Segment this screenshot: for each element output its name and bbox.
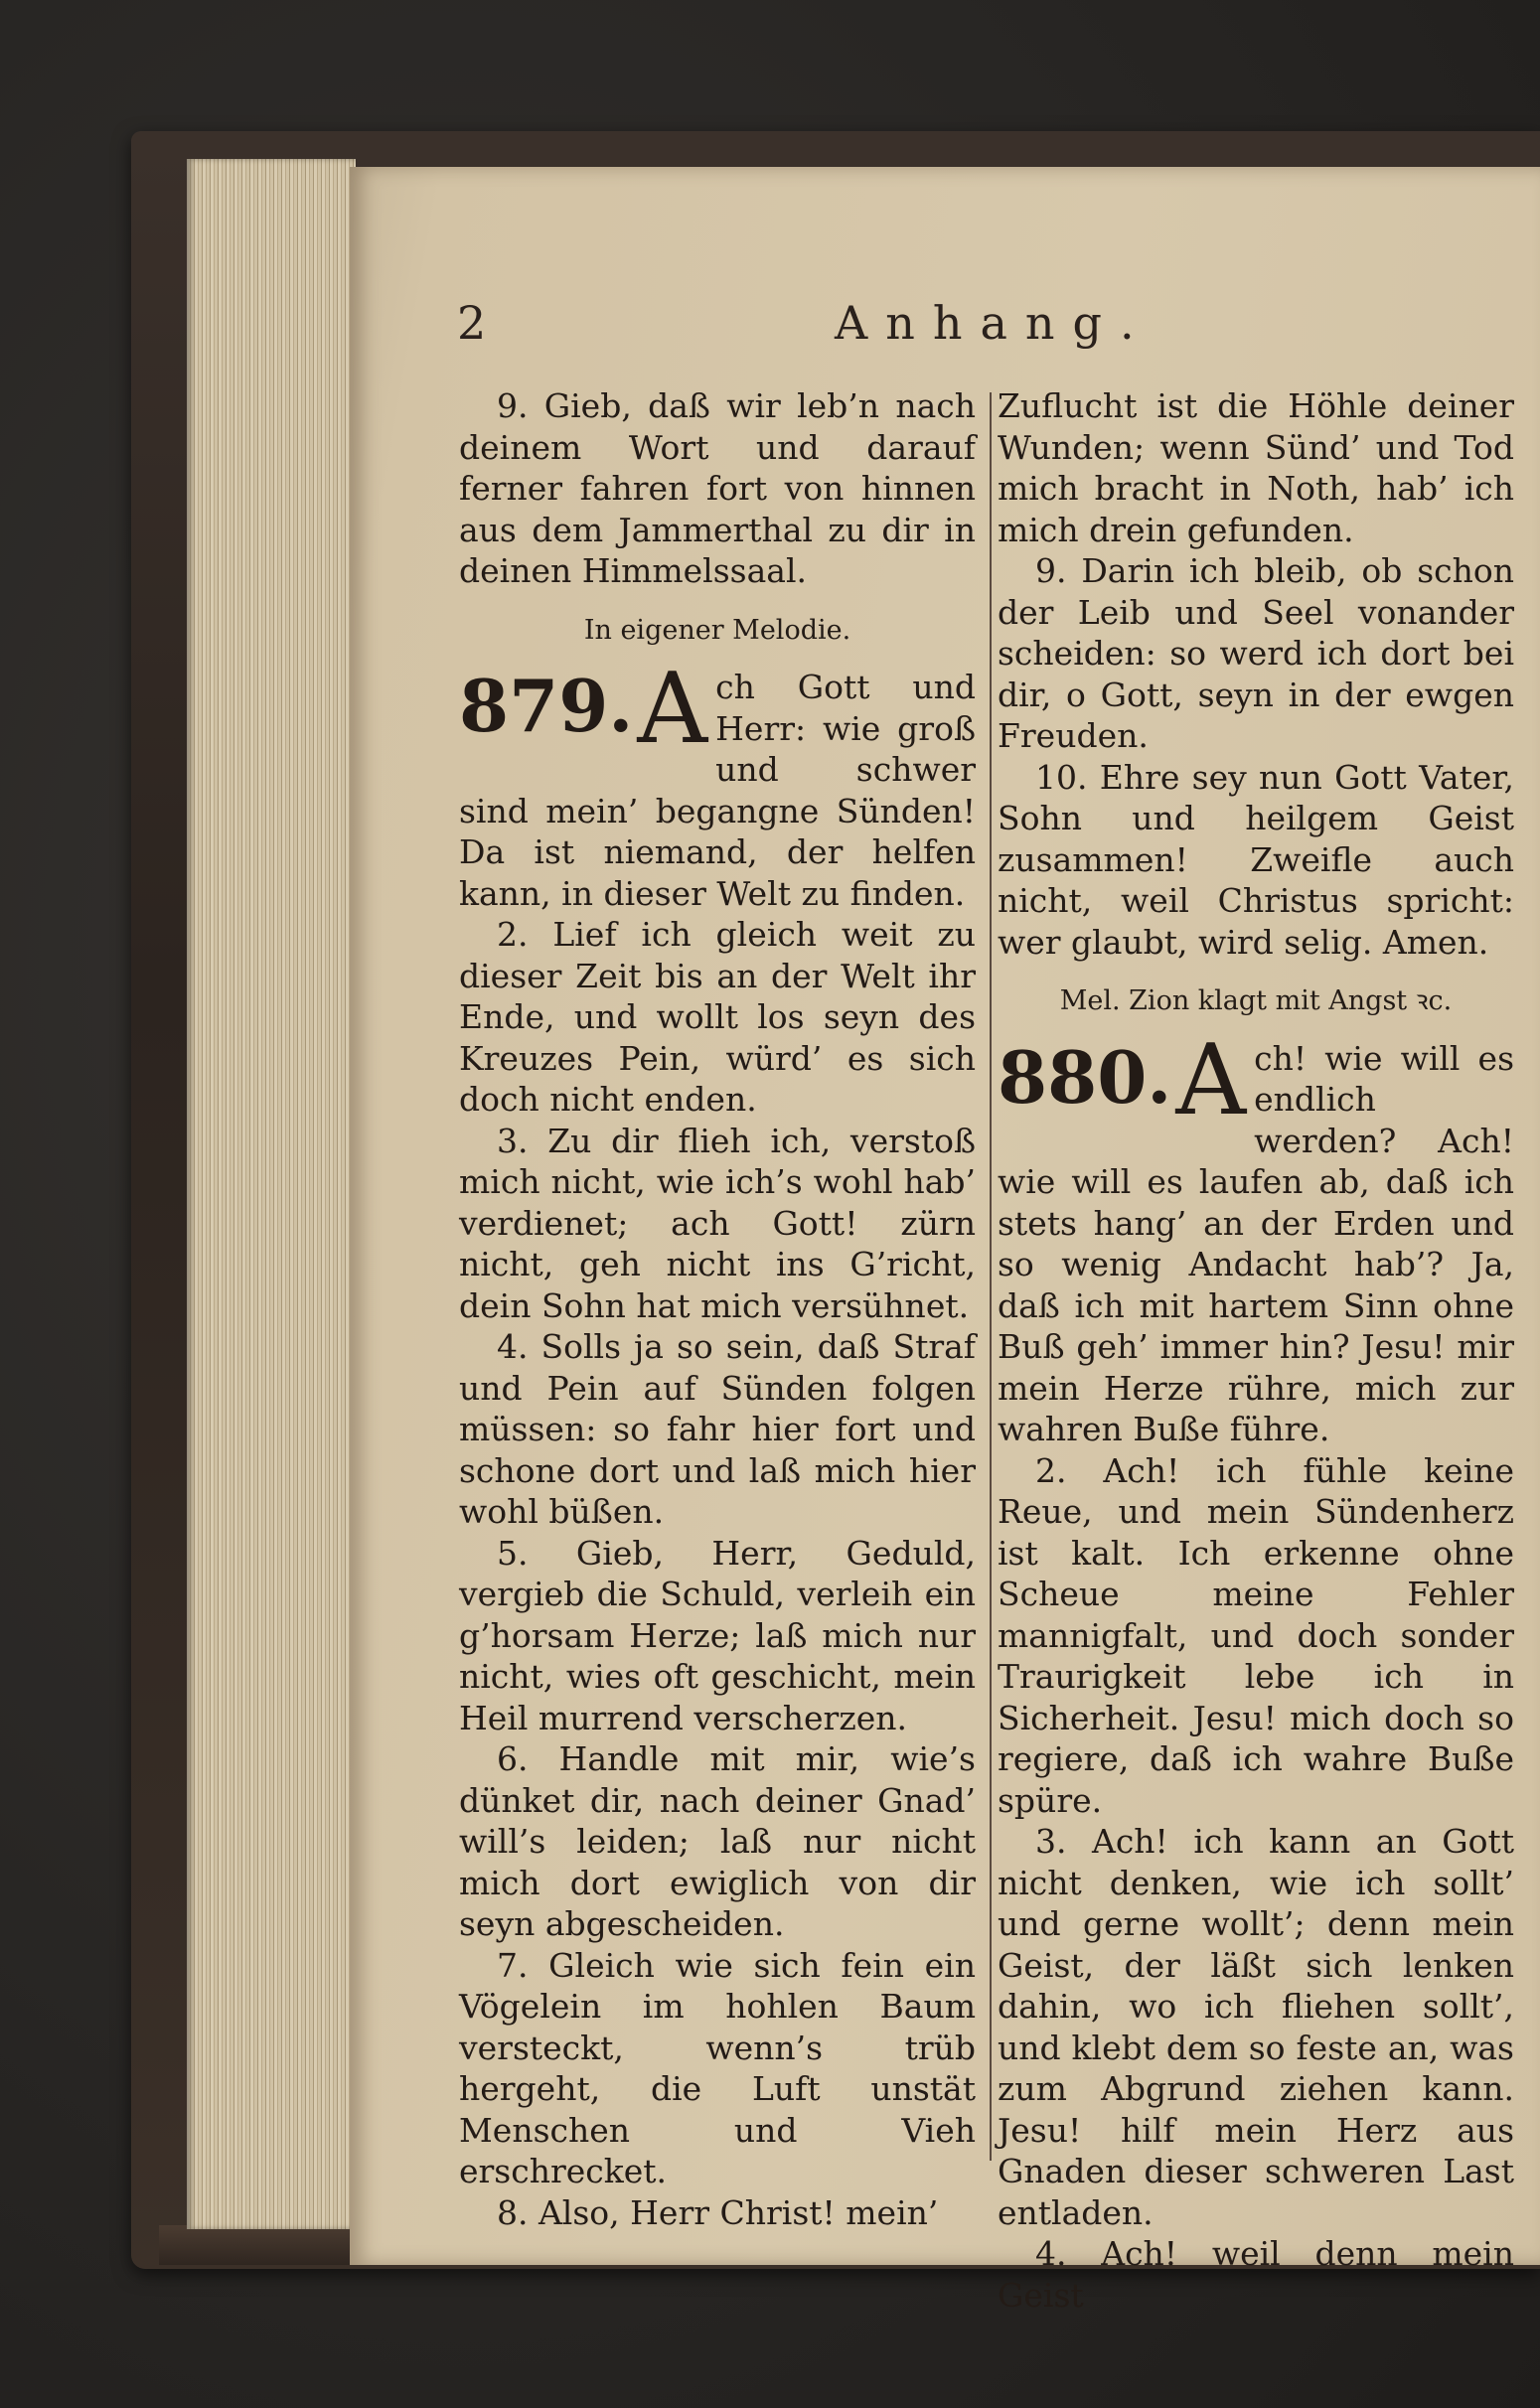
verse-5: 5. Gieb, Herr, Geduld, vergieb die Schuld, verleih ein g’horsam Herze; laß mich nur nicht, wies oft geschicht, mein Heil murrend verscherzen. xyxy=(459,1533,976,1737)
verse-7: 7. Gleich wie sich fein ein Vögelein im hohlen Baum versteckt, wenn’s trüb hergeht, die Luft unstät Menschen und Vieh erschrecket. xyxy=(459,1945,976,2190)
verse-2: 2. Lief ich gleich weit zu dieser Zeit bis an der Welt ihr Ende, und wollt los seyn des Kreuzes Pein, würd’ es sich doch nicht enden. xyxy=(459,915,976,1119)
verse-3-880: 3. Ach! ich kann an Gott nicht denken, wie ich sollt’ und gerne wollt’; denn mein Geist, der läßt sich lenken dahin, wo ich fliehen sollt’, und klebt dem so feste an, was zum Abgrund ziehen kann. Jesu! hilf mein Herz aus Gnaden dieser schweren Last entladen. xyxy=(998,1822,1514,2232)
verse-8-continuation: Zuflucht ist die Höhle deiner Wunden; wenn Sünd’ und Tod mich bracht in Noth, hab’ ich mich drein gefunden. xyxy=(998,386,1514,549)
hymn-879-first-stanza xyxy=(459,653,976,914)
verse-10: 10. Ehre sey nun Gott Vater, Sohn und heilgem Geist zusammen! Zweifle auch nicht, weil Christus spricht: wer glaubt, wird selig. Amen. xyxy=(998,757,1514,962)
hymn-880-first-stanza xyxy=(998,1023,1514,1450)
left-column xyxy=(459,385,976,2233)
right-column xyxy=(998,385,1514,2316)
melody-note-880: Mel. Zion klagt mit Angst ꝛc. xyxy=(1059,985,1453,1016)
verse-2-880: 2. Ach! ich fühle keine Reue, und mein Sündenherz ist kalt. Ich erkenne ohne Scheue meine Fehler mannigfalt, und doch sonder Traurigkeit lebe ich in Sicherheit. Jesu! mich doch so regiere, daß ich wahre Buße spüre. xyxy=(998,1450,1514,1820)
verse-6: 6. Handle mit mir, wie’s dünket dir, nach deiner Gnad’ will’s leiden; laß nur nicht mich dort ewiglich von dir seyn abgescheiden. xyxy=(459,1739,976,1943)
drop-cap-initial-880: A xyxy=(1175,1023,1247,1137)
hymn-number-880: 880. xyxy=(998,1034,1172,1120)
page-edges xyxy=(187,159,356,2229)
column-divider xyxy=(990,392,992,2161)
verse-9-right: 9. Darin ich bleib, ob schon der Leib und Seel vonander scheiden: so werd ich dort bei dir, o Gott, seyn in der ewgen Freuden. xyxy=(998,551,1514,755)
verse-4-880: 4. Ach! weil denn mein Geist xyxy=(998,2234,1514,2315)
page-number: 2 xyxy=(457,296,487,350)
verse-3: 3. Zu dir flieh ich, verstoß mich nicht, wie ich’s wohl hab’ verdienet; ach Gott! zürn nicht, geh nicht ins G’richt, dein Sohn hat mich versühnet. xyxy=(459,1121,976,1325)
hymn-879-text: ch Gott und Herr: wie groß und schwer sind mein’ begangne Sünden! Da ist niemand, der helfen kann, in dieser Welt zu finden. xyxy=(459,668,976,913)
hymn-880-text: ch! wie will es endlich werden? Ach! wie will es laufen ab, daß ich stets hang’ an der Erden und so wenig Andacht hab’? Ja, daß ich mit hartem Sinn ohne Buß geh’ immer hin? Jesu! mir mein Herze rühre, mich zur wahren Buße führe. xyxy=(998,1038,1514,1448)
hymn-number: 879. xyxy=(459,664,634,748)
drop-cap-initial: A xyxy=(637,653,708,766)
page-header xyxy=(457,296,1530,366)
verse-9: 9. Gieb, daß wir leb’n nach deinem Wort und darauf ferner fahren fort von hinnen aus dem Jammerthal zu dir in deinen Himmelssaal. xyxy=(459,386,976,590)
verse-4: 4. Solls ja so sein, daß Straf und Pein auf Sünden folgen müssen: so fahr hier fort und schone dort und laß mich hier wohl büßen. xyxy=(459,1327,976,1531)
verse-8: 8. Also, Herr Christ! mein’ xyxy=(497,2192,939,2232)
running-title: Anhang. xyxy=(835,296,1153,350)
melody-note: In eigener Melodie. xyxy=(583,614,851,646)
